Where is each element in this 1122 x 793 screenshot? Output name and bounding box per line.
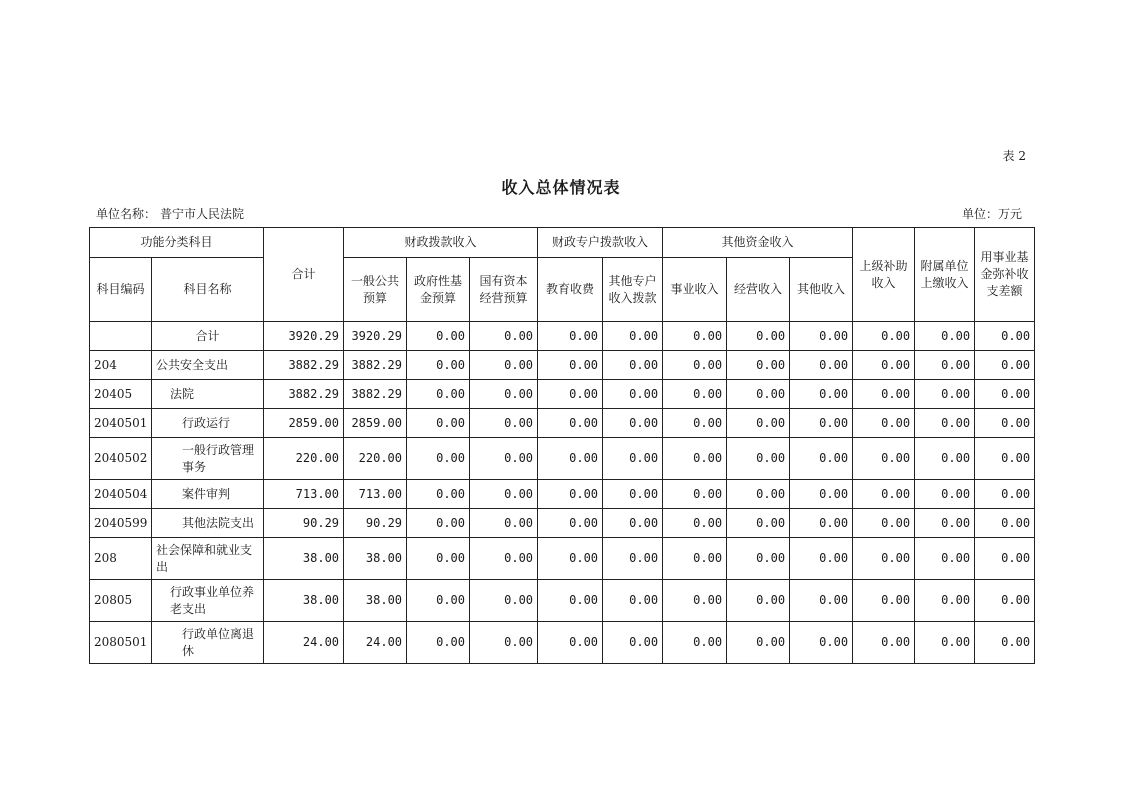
row-value: 0.00 — [975, 480, 1035, 509]
header-name: 科目名称 — [152, 258, 264, 322]
header-career-income: 事业收入 — [663, 258, 727, 322]
row-value: 0.00 — [915, 380, 975, 409]
row-value: 0.00 — [470, 380, 538, 409]
row-value: 0.00 — [915, 409, 975, 438]
row-value: 0.00 — [603, 622, 663, 664]
row-value: 0.00 — [603, 409, 663, 438]
row-value: 0.00 — [538, 438, 603, 480]
header-affiliated-income: 附属单位上缴收入 — [915, 228, 975, 322]
row-value: 0.00 — [790, 438, 853, 480]
row-value: 0.00 — [407, 322, 470, 351]
row-value: 24.00 — [264, 622, 344, 664]
table-number: 表 2 — [1002, 149, 1026, 163]
row-value: 38.00 — [264, 538, 344, 580]
row-value: 0.00 — [470, 622, 538, 664]
row-value: 0.00 — [915, 322, 975, 351]
row-value: 0.00 — [538, 380, 603, 409]
row-value: 0.00 — [538, 322, 603, 351]
header-total: 合计 — [264, 228, 344, 322]
row-value: 0.00 — [853, 580, 915, 622]
row-value: 0.00 — [663, 322, 727, 351]
row-value: 0.00 — [603, 351, 663, 380]
row-value: 0.00 — [470, 438, 538, 480]
row-value: 0.00 — [727, 409, 790, 438]
income-table — [89, 227, 1035, 664]
row-code: 2040502 — [90, 438, 152, 480]
row-value: 0.00 — [853, 622, 915, 664]
row-code: 2040504 — [90, 480, 152, 509]
row-value: 0.00 — [538, 622, 603, 664]
row-value: 0.00 — [663, 438, 727, 480]
row-value: 0.00 — [975, 322, 1035, 351]
row-value: 0.00 — [538, 538, 603, 580]
row-value: 0.00 — [975, 380, 1035, 409]
row-name: 社会保障和就业支出 — [152, 538, 264, 580]
row-value: 0.00 — [790, 480, 853, 509]
row-value: 0.00 — [790, 509, 853, 538]
row-code — [90, 322, 152, 351]
row-value: 0.00 — [915, 509, 975, 538]
table-row — [90, 380, 1035, 409]
row-value: 0.00 — [407, 580, 470, 622]
row-value: 0.00 — [727, 438, 790, 480]
row-value: 3882.29 — [344, 351, 407, 380]
row-code: 20405 — [90, 380, 152, 409]
row-value: 3882.29 — [344, 380, 407, 409]
header-other-funds: 其他资金收入 — [663, 228, 853, 258]
row-name: 案件审判 — [152, 480, 264, 509]
row-value: 2859.00 — [264, 409, 344, 438]
header-operating-income: 经营收入 — [727, 258, 790, 322]
row-value: 0.00 — [470, 538, 538, 580]
row-value: 0.00 — [790, 538, 853, 580]
row-value: 0.00 — [538, 509, 603, 538]
row-value: 0.00 — [603, 538, 663, 580]
row-value: 0.00 — [470, 351, 538, 380]
row-value: 0.00 — [538, 351, 603, 380]
row-code: 2040599 — [90, 509, 152, 538]
row-value: 0.00 — [407, 509, 470, 538]
row-name: 行政运行 — [152, 409, 264, 438]
row-value: 0.00 — [975, 622, 1035, 664]
row-value: 0.00 — [915, 538, 975, 580]
row-value: 0.00 — [790, 409, 853, 438]
row-value: 0.00 — [538, 409, 603, 438]
row-value: 220.00 — [264, 438, 344, 480]
header-gov-fund: 政府性基金预算 — [407, 258, 470, 322]
row-name: 合计 — [152, 322, 264, 351]
row-value: 3882.29 — [264, 351, 344, 380]
row-name: 行政单位离退休 — [152, 622, 264, 664]
header-other-income: 其他收入 — [790, 258, 853, 322]
table-row — [90, 538, 1035, 580]
currency-unit-label: 单位： — [961, 207, 998, 221]
row-value: 0.00 — [853, 509, 915, 538]
row-value: 0.00 — [470, 409, 538, 438]
row-name: 一般行政管理事务 — [152, 438, 264, 480]
row-value: 0.00 — [407, 538, 470, 580]
row-value: 0.00 — [727, 351, 790, 380]
row-code: 2040501 — [90, 409, 152, 438]
row-value: 0.00 — [975, 538, 1035, 580]
header-edu-fee: 教育收费 — [538, 258, 603, 322]
table-row — [90, 509, 1035, 538]
row-value: 0.00 — [538, 580, 603, 622]
row-value: 0.00 — [853, 380, 915, 409]
page-title: 收入总体情况表 — [501, 178, 621, 197]
row-value: 0.00 — [853, 322, 915, 351]
row-value: 0.00 — [663, 622, 727, 664]
table-row — [90, 622, 1035, 664]
row-value: 0.00 — [603, 509, 663, 538]
row-value: 0.00 — [407, 380, 470, 409]
header-row-1 — [90, 228, 1035, 258]
row-value: 38.00 — [344, 580, 407, 622]
row-value: 0.00 — [407, 480, 470, 509]
header-superior-subsidy: 上级补助收入 — [853, 228, 915, 322]
row-value: 0.00 — [727, 622, 790, 664]
unit-name — [96, 205, 248, 222]
unit-name-value: 普宁市人民法院 — [160, 207, 245, 221]
row-code: 2080501 — [90, 622, 152, 664]
table-row — [90, 480, 1035, 509]
row-value: 0.00 — [790, 580, 853, 622]
row-value: 713.00 — [264, 480, 344, 509]
header-func-class: 功能分类科目 — [90, 228, 264, 258]
row-value: 0.00 — [975, 351, 1035, 380]
row-value: 0.00 — [407, 409, 470, 438]
row-value: 38.00 — [264, 580, 344, 622]
row-value: 0.00 — [663, 480, 727, 509]
row-value: 0.00 — [915, 580, 975, 622]
table-row — [90, 322, 1035, 351]
header-other-special: 其他专户收入拨款 — [603, 258, 663, 322]
row-value: 3920.29 — [344, 322, 407, 351]
unit-name-label: 单位名称： — [96, 207, 157, 221]
row-value: 0.00 — [663, 509, 727, 538]
row-name: 公共安全支出 — [152, 351, 264, 380]
row-value: 0.00 — [975, 438, 1035, 480]
row-code: 20805 — [90, 580, 152, 622]
row-value: 90.29 — [344, 509, 407, 538]
table-row — [90, 351, 1035, 380]
row-value: 0.00 — [407, 351, 470, 380]
row-value: 0.00 — [470, 322, 538, 351]
row-value: 0.00 — [915, 438, 975, 480]
row-value: 0.00 — [853, 538, 915, 580]
row-name: 行政事业单位养老支出 — [152, 580, 264, 622]
row-value: 0.00 — [603, 380, 663, 409]
row-value: 0.00 — [790, 322, 853, 351]
row-value: 0.00 — [407, 438, 470, 480]
table-row — [90, 409, 1035, 438]
row-value: 0.00 — [663, 351, 727, 380]
header-state-capital: 国有资本经营预算 — [470, 258, 538, 322]
row-value: 0.00 — [727, 322, 790, 351]
row-value: 0.00 — [790, 351, 853, 380]
header-career-fund: 用事业基金弥补收支差额 — [975, 228, 1035, 322]
row-value: 0.00 — [603, 322, 663, 351]
row-value: 0.00 — [727, 509, 790, 538]
row-value: 0.00 — [853, 351, 915, 380]
row-code: 204 — [90, 351, 152, 380]
header-code: 科目编码 — [90, 258, 152, 322]
row-value: 90.29 — [264, 509, 344, 538]
row-value: 0.00 — [915, 480, 975, 509]
row-value: 0.00 — [470, 580, 538, 622]
table-row — [90, 438, 1035, 480]
row-name: 其他法院支出 — [152, 509, 264, 538]
row-value: 0.00 — [603, 438, 663, 480]
row-value: 0.00 — [915, 351, 975, 380]
row-value: 0.00 — [727, 538, 790, 580]
row-value: 0.00 — [727, 580, 790, 622]
currency-unit — [962, 205, 1026, 222]
row-value: 0.00 — [603, 480, 663, 509]
row-value: 0.00 — [975, 409, 1035, 438]
currency-unit-value: 万元 — [997, 207, 1022, 221]
row-value: 0.00 — [727, 480, 790, 509]
header-special: 财政专户拨款收入 — [538, 228, 663, 258]
row-value: 0.00 — [663, 580, 727, 622]
row-value: 0.00 — [975, 580, 1035, 622]
row-code: 208 — [90, 538, 152, 580]
row-value: 0.00 — [603, 580, 663, 622]
row-value: 0.00 — [853, 480, 915, 509]
row-value: 0.00 — [853, 409, 915, 438]
row-value: 0.00 — [470, 480, 538, 509]
row-name: 法院 — [152, 380, 264, 409]
row-value: 38.00 — [344, 538, 407, 580]
row-value: 2859.00 — [344, 409, 407, 438]
row-value: 220.00 — [344, 438, 407, 480]
row-value: 0.00 — [663, 380, 727, 409]
row-value: 0.00 — [915, 622, 975, 664]
row-value: 0.00 — [538, 480, 603, 509]
row-value: 3920.29 — [264, 322, 344, 351]
row-value: 3882.29 — [264, 380, 344, 409]
row-value: 713.00 — [344, 480, 407, 509]
row-value: 0.00 — [790, 622, 853, 664]
row-value: 0.00 — [727, 380, 790, 409]
table-row — [90, 580, 1035, 622]
row-value: 0.00 — [975, 509, 1035, 538]
row-value: 0.00 — [470, 509, 538, 538]
row-value: 0.00 — [663, 538, 727, 580]
row-value: 0.00 — [407, 622, 470, 664]
row-value: 24.00 — [344, 622, 407, 664]
row-value: 0.00 — [790, 380, 853, 409]
header-general-budget: 一般公共预算 — [344, 258, 407, 322]
row-value: 0.00 — [663, 409, 727, 438]
header-fiscal: 财政拨款收入 — [344, 228, 538, 258]
row-value: 0.00 — [853, 438, 915, 480]
